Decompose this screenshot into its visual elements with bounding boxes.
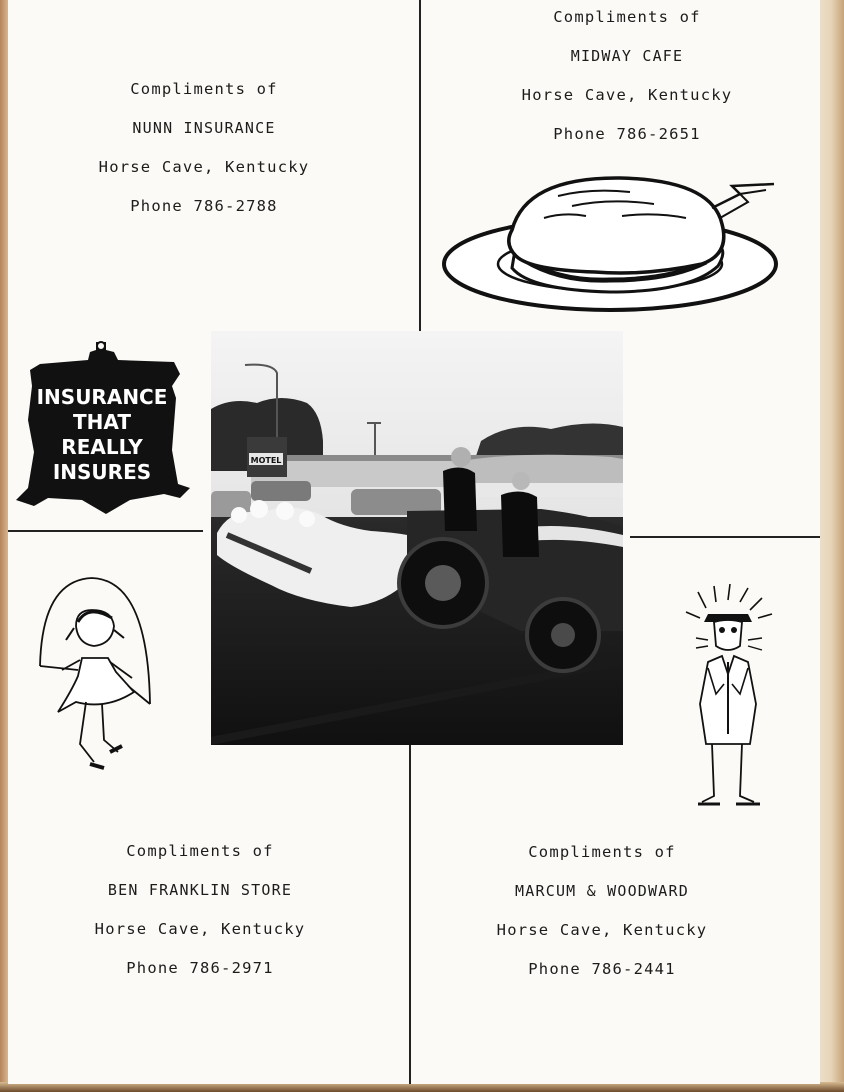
logo-line-1: INSURANCE bbox=[36, 385, 168, 409]
divider-left-horizontal bbox=[8, 530, 203, 532]
logo-line-4: INSURES bbox=[52, 460, 152, 484]
ad-compliments-text: Compliments of bbox=[528, 843, 676, 861]
ad-business-name: NUNN INSURANCE bbox=[132, 119, 276, 137]
ad-compliments-text: Compliments of bbox=[130, 80, 278, 98]
ad-business-name: BEN FRANKLIN STORE bbox=[107, 881, 293, 899]
hamburger-plate-illustration bbox=[440, 172, 790, 322]
ad-compliments-text: Compliments of bbox=[553, 8, 701, 26]
ad-phone: Phone 786-2651 bbox=[553, 125, 701, 143]
ad-city: Horse Cave, Kentucky bbox=[98, 158, 310, 176]
logo-line-3: REALLY bbox=[61, 435, 143, 459]
surprised-man-icon bbox=[678, 584, 778, 814]
divider-bottom-vertical bbox=[409, 745, 411, 1084]
ad-compliments-text: Compliments of bbox=[126, 842, 274, 860]
ad-nunn-insurance bbox=[48, 70, 360, 226]
logo-line-2: THAT bbox=[73, 410, 131, 434]
motel-sign: MOTEL bbox=[250, 456, 282, 465]
ad-phone: Phone 786-2971 bbox=[126, 959, 274, 977]
ad-city: Horse Cave, Kentucky bbox=[521, 86, 733, 104]
surprised-man-illustration bbox=[678, 584, 778, 814]
ad-phone: Phone 786-2441 bbox=[528, 960, 676, 978]
jump-rope-girl-icon bbox=[22, 574, 162, 774]
ad-city: Horse Cave, Kentucky bbox=[94, 920, 306, 938]
hamburger-icon bbox=[440, 172, 790, 322]
parade-float-photo bbox=[211, 331, 623, 745]
insurance-logo bbox=[14, 338, 190, 516]
jump-rope-girl-illustration bbox=[22, 574, 162, 774]
ad-business-name: MARCUM & WOODWARD bbox=[515, 882, 689, 900]
ad-ben-franklin-store bbox=[44, 832, 356, 988]
divider-right-horizontal bbox=[630, 536, 820, 538]
divider-top-vertical bbox=[419, 0, 421, 331]
ad-midway-cafe bbox=[471, 0, 783, 154]
ad-marcum-woodward bbox=[446, 833, 758, 989]
ad-business-name: MIDWAY CAFE bbox=[570, 47, 684, 65]
ad-city: Horse Cave, Kentucky bbox=[496, 921, 708, 939]
ad-phone: Phone 786-2788 bbox=[130, 197, 278, 215]
yearbook-ad-page bbox=[8, 0, 820, 1084]
